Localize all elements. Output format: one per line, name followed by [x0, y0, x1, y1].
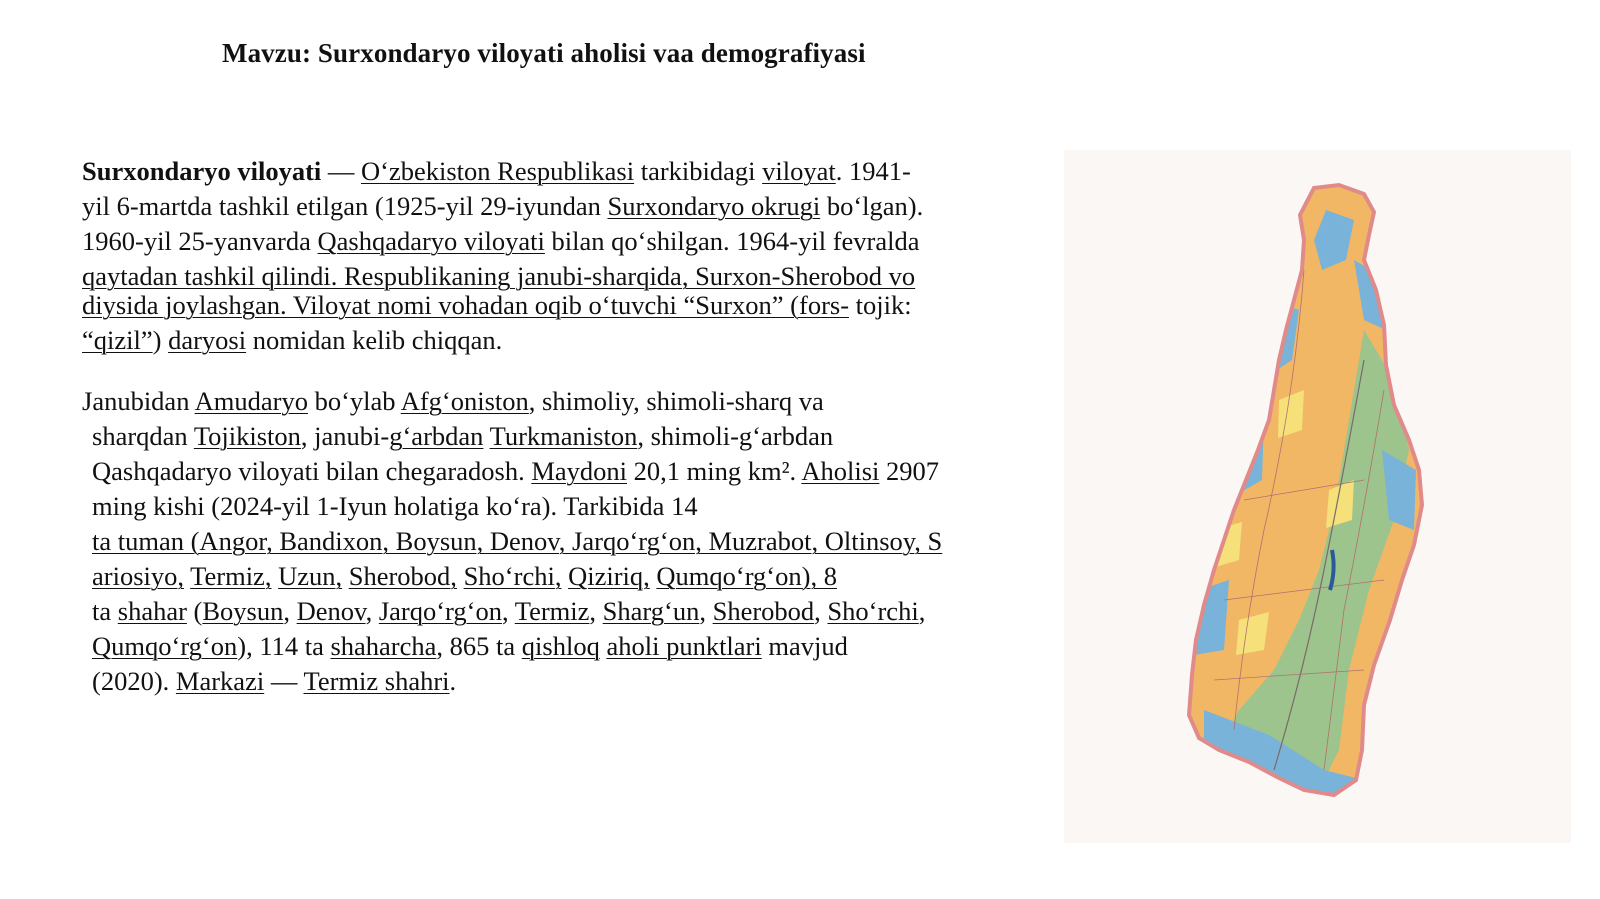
- geography-paragraph: [82, 384, 942, 699]
- text-line: sharqdan Tojikiston, janubi-g‘arbdan Turkmaniston, shimoli-g‘arbdan: [92, 421, 834, 451]
- link-qiziriq[interactable]: Qiziriq,: [568, 561, 650, 591]
- link-markazi[interactable]: Markazi: [175, 666, 265, 696]
- link-qashqadaryo-viloyati[interactable]: Qashqadaryo viloyati: [317, 226, 545, 256]
- link-sariosiyo[interactable]: ariosiyo,: [92, 561, 184, 591]
- link-qishloq[interactable]: qishloq: [521, 631, 600, 661]
- link-afgoniston[interactable]: Afg‘oniston: [400, 386, 529, 416]
- text-line: “qizil”) daryosi nomidan kelib chiqqan.: [82, 325, 503, 355]
- link-shahar[interactable]: shahar: [117, 596, 187, 626]
- text-line: Janubidan Amudaryo bo‘ylab Afg‘oniston, shimoliy, shimoli-sharq va: [82, 386, 824, 416]
- link-surxondaryo-okrugi[interactable]: Surxondaryo okrugi: [607, 191, 821, 221]
- text-line: Surxondaryo viloyati — O‘zbekiston Respublikasi tarkibidagi viloyat. 1941-: [82, 156, 911, 186]
- region-map-image: [1064, 150, 1571, 843]
- text-line: 1960-yil 25-yanvarda Qashqadaryo viloyati bilan qo‘shilgan. 1964-yil fevralda: [82, 226, 920, 256]
- slide-title: Mavzu: Surxondaryo viloyati aholisi vaa demografiyasi: [222, 38, 866, 68]
- link-districts-list[interactable]: ta tuman (Angor, Bandixon, Boysun, Denov, Jarqo‘rg‘on, Muzrabot, Oltinsoy, S: [92, 526, 943, 556]
- link-boysun[interactable]: Boysun: [202, 596, 284, 626]
- link-daryosi[interactable]: daryosi: [168, 325, 247, 355]
- link-garbdan[interactable]: g‘arbdan: [389, 421, 484, 451]
- text-line: (2020). Markazi — Termiz shahri.: [92, 666, 457, 696]
- link-shaharcha[interactable]: shaharcha: [330, 631, 437, 661]
- link-turkmaniston[interactable]: Turkmaniston: [489, 421, 638, 451]
- text-line: ta shahar (Boysun, Denov, Jarqo‘rg‘on, Termiz, Sharg‘un, Sherobod, Sho‘rchi,: [92, 596, 926, 626]
- link-aholisi[interactable]: Aholisi: [801, 456, 880, 486]
- link-sherobod[interactable]: Sherobod: [712, 596, 815, 626]
- link-termiz-shahri[interactable]: Termiz shahri: [303, 666, 450, 696]
- link-qumqorgon-district[interactable]: Qumqo‘rg‘on), 8: [656, 561, 837, 591]
- link-shorchi-district[interactable]: Sho‘rchi,: [463, 561, 562, 591]
- link-name-origin-sentence[interactable]: diysida joylashgan. Viloyat nomi vohadan oqib o‘tuvchi “Surxon” (fors-: [82, 290, 850, 320]
- link-qumqorgon[interactable]: Qumqo‘rg‘on: [92, 631, 238, 661]
- text-line: ming kishi (2024-yil 1-Iyun holatiga ko‘ra). Tarkibida 14: [92, 491, 698, 521]
- link-shargun[interactable]: Sharg‘un: [602, 596, 700, 626]
- text-line: Qumqo‘rg‘on), 114 ta shaharcha, 865 ta qishloq aholi punktlari mavjud: [92, 631, 848, 661]
- link-location-sentence[interactable]: qaytadan tashkil qilindi. Respublikaning janubi-sharqida, Surxon-Sherobod vo: [82, 261, 916, 291]
- link-termiz[interactable]: Termiz: [514, 596, 590, 626]
- link-denov[interactable]: Denov: [296, 596, 366, 626]
- text-line: [82, 524, 942, 559]
- link-tojikiston[interactable]: Tojikiston: [193, 421, 301, 451]
- link-qizil[interactable]: “qizil”: [82, 325, 153, 355]
- text-line: yil 6-martda tashkil etilgan (1925-yil 29-iyundan Surxondaryo okrugi bo‘lgan).: [82, 191, 924, 221]
- text-line: [82, 559, 942, 594]
- link-shorchi[interactable]: Sho‘rchi: [827, 596, 919, 626]
- region-name-bold: Surxondaryo viloyati: [82, 156, 322, 186]
- link-sherobod-district[interactable]: Sherobod,: [348, 561, 457, 591]
- intro-paragraph: [82, 154, 923, 358]
- link-uzbekistan-republic[interactable]: O‘zbekiston Respublikasi: [361, 156, 635, 186]
- link-viloyat[interactable]: viloyat: [762, 156, 836, 186]
- text-line: diysida joylashgan. Viloyat nomi vohadan oqib o‘tuvchi “Surxon” (fors- tojik:: [82, 290, 912, 320]
- region-map-svg: [1064, 150, 1571, 843]
- link-uzun[interactable]: Uzun,: [278, 561, 343, 591]
- link-maydoni[interactable]: Maydoni: [531, 456, 628, 486]
- map-regions: [1064, 150, 1571, 843]
- text-line: Qashqadaryo viloyati bilan chegaradosh. Maydoni 20,1 ming km². Aholisi 2907: [92, 456, 940, 486]
- link-termiz-district[interactable]: Termiz,: [190, 561, 272, 591]
- link-amudaryo[interactable]: Amudaryo: [194, 386, 308, 416]
- link-aholi-punktlari[interactable]: aholi punktlari: [606, 631, 762, 661]
- link-jarqorgon[interactable]: Jarqo‘rg‘on: [378, 596, 502, 626]
